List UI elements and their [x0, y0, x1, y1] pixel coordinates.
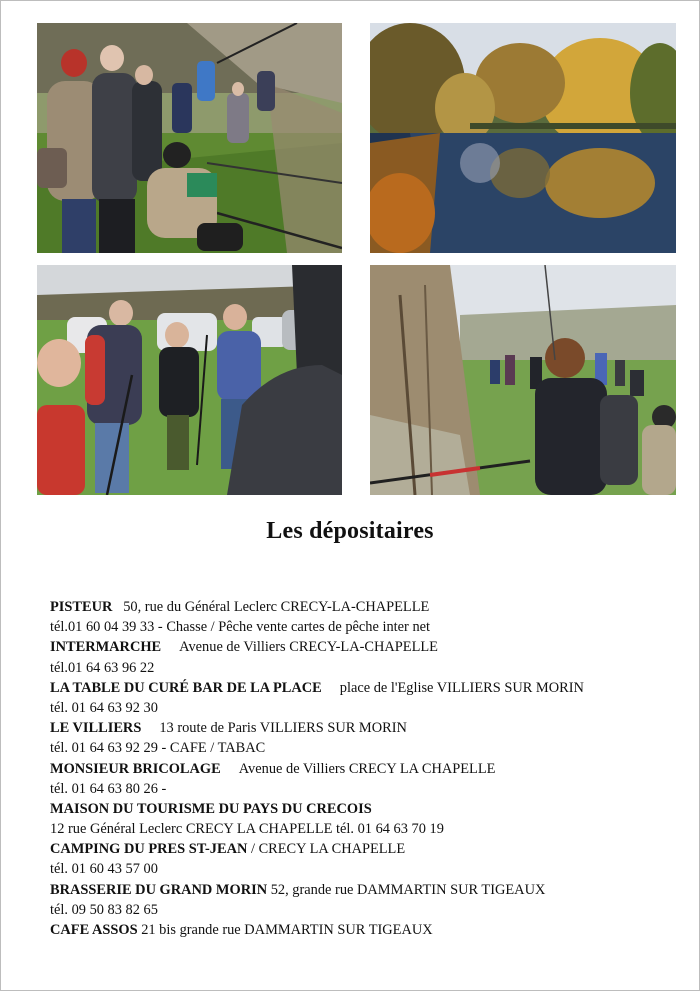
- depositaire-name: LE VILLIERS: [50, 720, 142, 737]
- entry-contact: tél.01 64 63 96 22: [50, 659, 155, 676]
- entry-line: [50, 637, 680, 657]
- depositaire-name: BRASSERIE DU GRAND MORIN: [50, 881, 268, 898]
- depositaire-address: place de l'Eglise VILLIERS SUR MORIN: [339, 679, 584, 696]
- photo-autumn-river: [370, 23, 676, 253]
- entry-contact: tél. 09 50 83 82 65: [50, 901, 158, 918]
- entry-line: [50, 880, 680, 900]
- entry-contact: tél. 01 64 63 92 30: [50, 699, 158, 716]
- entry-line: [50, 718, 680, 738]
- depositaire-address: Avenue de Villiers CRECY-LA-CHAPELLE: [179, 639, 438, 656]
- depositaire-address: 13 route de Paris VILLIERS SUR MORIN: [159, 720, 407, 737]
- depositaire-address: 50, rue du Général Leclerc CRECY-LA-CHAPELLE: [123, 599, 430, 615]
- depositaire-name: MONSIEUR BRICOLAGE: [50, 760, 221, 777]
- photo-boy-fishing: [370, 265, 676, 495]
- entry-contact: tél. 01 64 63 92 29 - CAFE / TABAC: [50, 740, 266, 757]
- depositaire-name: CAMPING DU PRES ST-JEAN: [50, 841, 248, 858]
- entry-contact: 12 rue Général Leclerc CRECY LA CHAPELLE tél. 01 64 63 70 19: [50, 821, 444, 838]
- depositaire-name: LA TABLE DU CURÉ BAR DE LA PLACE: [50, 679, 322, 696]
- depositaire-name: CAFE ASSOS: [50, 922, 138, 938]
- depositaire-name: PISTEUR: [50, 599, 113, 615]
- photo-fishing-group: [37, 265, 342, 495]
- depositaire-name: INTERMARCHE: [50, 639, 162, 656]
- entry-contact: tél. 01 64 63 80 26 -: [50, 780, 167, 797]
- entry-contact: tél.01 60 04 39 33 - Chasse / Pêche vente cartes de pêche inter net: [50, 619, 431, 636]
- depositaire-address: 52, grande rue DAMMARTIN SUR TIGEAUX: [270, 881, 546, 898]
- photo-fishing-people: [37, 23, 342, 253]
- depositaires-list: [50, 597, 680, 940]
- entry-line: [50, 920, 680, 940]
- entry-line: [50, 759, 680, 779]
- page-title: Les dépositaires: [266, 518, 434, 544]
- depositaire-address: 21 bis grande rue DAMMARTIN SUR TIGEAUX: [141, 922, 433, 938]
- entry-line: [50, 597, 680, 617]
- depositaire-address: Avenue de Villiers CRECY LA CHAPELLE: [238, 760, 496, 777]
- entry-line: [50, 839, 680, 859]
- entry-line: [50, 799, 680, 819]
- entry-contact: tél. 01 60 43 57 00: [50, 861, 158, 878]
- depositaire-address: / CRECY LA CHAPELLE: [250, 841, 406, 858]
- depositaire-name: MAISON DU TOURISME DU PAYS DU CRECOIS: [50, 800, 372, 817]
- entry-line: [50, 678, 680, 698]
